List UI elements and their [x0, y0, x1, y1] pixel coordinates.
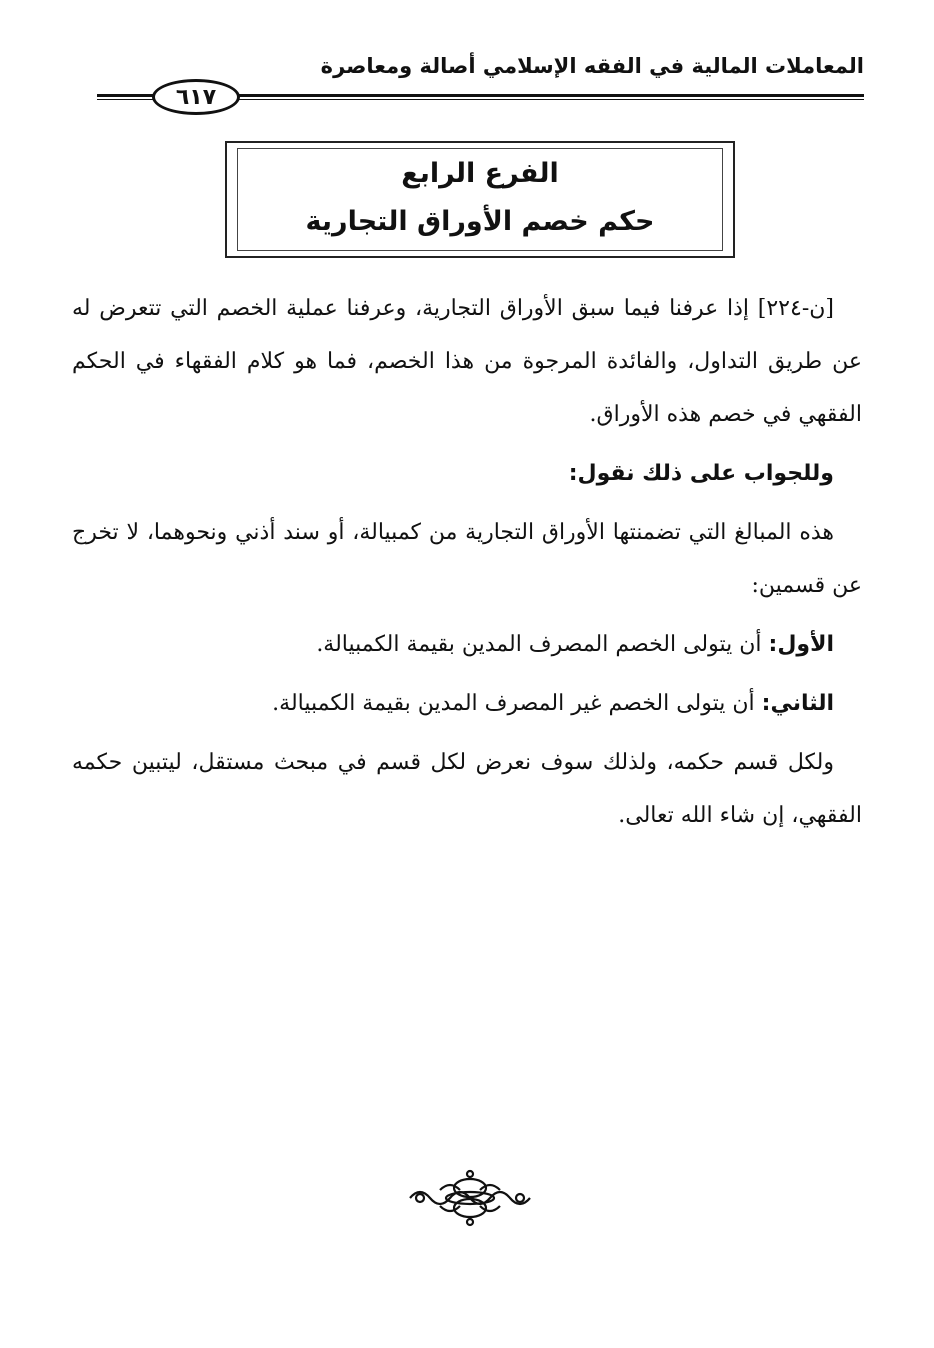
paragraph-4-label: الأول: [768, 632, 834, 657]
section-title-line-1: الفرع الرابع [401, 158, 559, 189]
paragraph-4-text: أن يتولى الخصم المصرف المدين بقيمة الكمبيالة. [316, 632, 762, 657]
paragraph-5-text: أن يتولى الخصم غير المصرف المدين بقيمة الكمبيالة. [272, 691, 755, 716]
paragraph-1: [ن-٢٢٤] إذا عرفنا فيما سبق الأوراق التجارية، وعرفنا عملية الخصم التي تتعرض له عن طريق التداول، والفائدة المرجوة من هذا الخصم، فما هو كلام الفقهاء في الحكم الفقهي في خصم هذه الأوراق. [72, 296, 862, 427]
body-text [72, 282, 862, 848]
paragraph-3: هذه المبالغ التي تضمنتها الأوراق التجارية من كمبيالة، أو سند أذني ونحوهما، لا تخرج عن قسمين: [72, 520, 862, 598]
page-number [152, 79, 240, 115]
paragraph-6: ولكل قسم حكمه، ولذلك سوف نعرض لكل قسم في مبحث مستقل، ليتبين حكمه الفقهي، إن شاء الله تعالى. [72, 750, 862, 828]
paragraph-5-label: الثاني: [761, 691, 834, 716]
section-title-line-2: حكم خصم الأوراق التجارية [305, 206, 655, 237]
section-title-box [225, 141, 735, 258]
paragraph-5 [72, 677, 862, 730]
running-header-title: المعاملات المالية في الفقه الإسلامي أصالة ومعاصرة [320, 54, 864, 78]
decorative-flourish-icon [405, 1168, 535, 1228]
paragraph-2: وللجواب على ذلك نقول: [568, 461, 834, 486]
paragraph-4 [72, 618, 862, 671]
page-number-text: ٦١٧ [175, 84, 217, 110]
